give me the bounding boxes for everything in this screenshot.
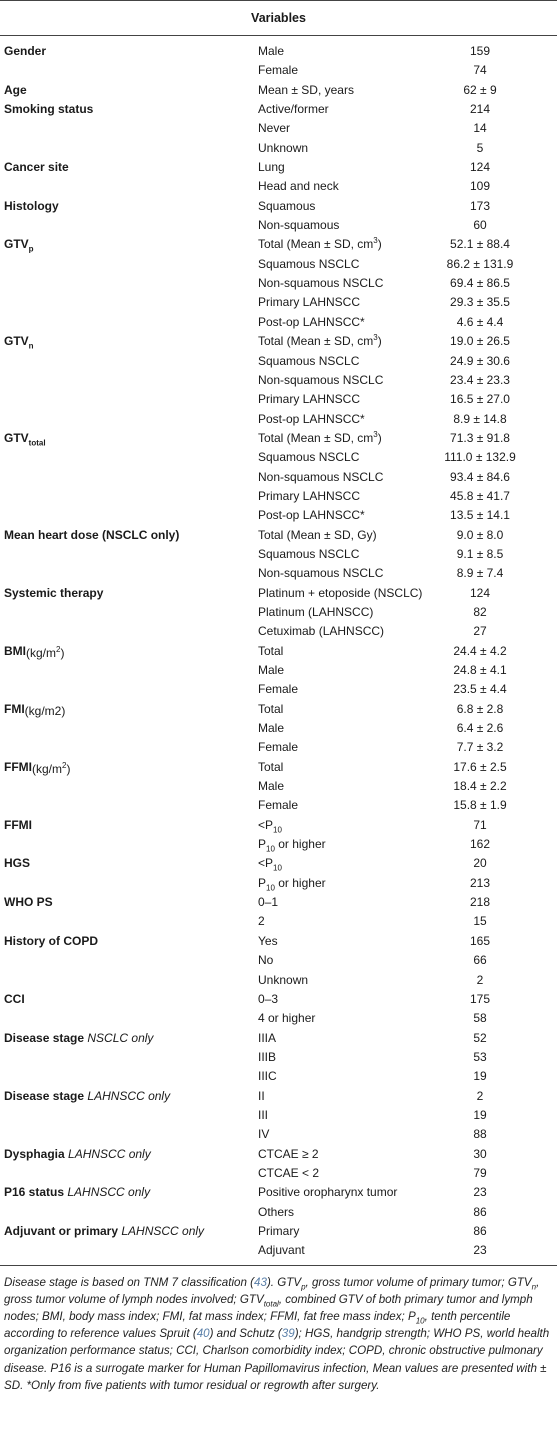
- variable-cell: Dysphagia LAHNSCC only: [4, 1146, 151, 1161]
- table-row: [0, 603, 557, 622]
- value-cell: 159: [469, 44, 491, 58]
- value-cell: 218: [469, 895, 491, 910]
- category-cell: Male: [258, 44, 285, 58]
- table-row: [0, 1241, 557, 1260]
- value-cell: 71.3 ± 91.8: [450, 430, 510, 445]
- table-row: [0, 177, 557, 196]
- category-cell: Non-squamous NSCLC: [258, 469, 384, 484]
- value-cell: 20: [473, 856, 487, 871]
- table-row: [0, 1106, 557, 1125]
- value-cell: 17.6 ± 2.5: [453, 759, 507, 774]
- category-cell: $<P_{10}$: [258, 817, 282, 835]
- variable-cell: P16 status LAHNSCC only: [4, 1185, 151, 1200]
- value-cell: 24.8 ± 4.1: [453, 663, 507, 677]
- value-cell: 15: [473, 914, 487, 929]
- value-cell: 58: [473, 1011, 487, 1026]
- table-row: [0, 622, 557, 641]
- table-body: [0, 36, 557, 1261]
- value-cell: 79: [473, 1165, 487, 1180]
- variable-cell: Disease stage LAHNSCC only: [4, 1088, 171, 1103]
- value-cell: 23.5 ± 4.4: [453, 682, 507, 697]
- variable-cell: Disease stage NSCLC only: [4, 1030, 154, 1045]
- table-row: [0, 1125, 557, 1144]
- category-cell: Male: [258, 779, 285, 794]
- table-row: [0, 1203, 557, 1222]
- table-row: [0, 545, 557, 564]
- table-row: [0, 971, 557, 990]
- value-cell: 165: [469, 933, 491, 948]
- category-cell: Post-op LAHNSCC*: [258, 411, 365, 426]
- category-cell: II: [258, 1088, 265, 1103]
- value-cell: 111.0 ± 132.9: [444, 450, 516, 465]
- value-cell: 74: [473, 63, 487, 78]
- table-row: [0, 448, 557, 467]
- table-row: [0, 951, 557, 970]
- category-cell: Squamous NSCLC: [258, 353, 360, 368]
- table-row: [0, 390, 557, 409]
- table-row: [0, 1145, 557, 1164]
- table-row: [0, 506, 557, 525]
- category-cell: Active/former: [258, 102, 329, 117]
- table-row: [0, 352, 557, 371]
- category-cell: Primary LAHNSCC: [258, 295, 361, 310]
- value-cell: 214: [469, 102, 491, 117]
- value-cell: 53: [473, 1049, 487, 1064]
- variable-cell: Mean heart dose (NSCLC only): [4, 527, 180, 542]
- table-row: [0, 1029, 557, 1048]
- value-cell: 2: [476, 1088, 484, 1103]
- table-row: [0, 990, 557, 1009]
- table-row: [0, 777, 557, 796]
- variable-cell: History of COPD: [4, 933, 99, 948]
- category-cell: Unknown: [258, 140, 309, 155]
- variable-cell: $GTV_p$: [4, 237, 34, 254]
- variable-cell: FFMI $(kg/m^2)$: [4, 759, 71, 776]
- table-footnote: Disease stage is based on TNM 7 classification (43). $GTV_p$, gross tumor volume of primary tumor; $GTV_n$, gross tumor volume of lymph nodes involved; $GTV_{total}$, combined GTV of both primary tumor and lymph nodes; BMI, body mass index; FMI, fat mass index; FFMI, fat free mass index; $P_{10}$, tenth percentile according to reference values Spruit (40) and Schutz (39); HGS, handgrip strength; WHO PS, world health organization performance status; CCI, Charlson comorbidity index; COPD, chronic obstructive pulmonary disease. P16 is a surrogate marker for Human Papillomavirus infection, Mean values are presented with ± SD. *Only from five patients with tumor residual or regrowth after surgery.: [4, 1275, 550, 1392]
- category-cell: Squamous NSCLC: [258, 256, 360, 271]
- table-row: [0, 1009, 557, 1028]
- value-cell: 93.4 ± 84.6: [450, 469, 510, 484]
- category-cell: $P_{10}$ or higher: [258, 837, 326, 854]
- value-cell: 30: [473, 1146, 487, 1161]
- table-row: [0, 468, 557, 487]
- variable-cell: FMI (kg/m2): [4, 701, 66, 718]
- table-row: [0, 1222, 557, 1241]
- category-cell: 0–3: [258, 991, 279, 1006]
- category-cell: Total (Mean ± SD, $cm^3$): [258, 236, 382, 252]
- variable-cell: Histology: [4, 198, 59, 213]
- category-cell: Post-op LAHNSCC*: [258, 508, 365, 523]
- category-cell: Male: [258, 663, 285, 677]
- category-cell: Male: [258, 721, 285, 736]
- value-cell: 213: [469, 875, 491, 890]
- value-cell: 62 ± 9: [463, 82, 497, 97]
- category-cell: Head and neck: [258, 179, 339, 194]
- value-cell: 4.6 ± 4.4: [456, 314, 504, 329]
- value-cell: 16.5 ± 27.0: [450, 392, 510, 407]
- category-cell: 4 or higher: [258, 1011, 316, 1026]
- category-cell: Non-squamous: [258, 218, 340, 233]
- category-cell: Non-squamous NSCLC: [258, 372, 384, 387]
- category-cell: Positive oropharynx tumor: [258, 1185, 398, 1200]
- category-cell: Primary LAHNSCC: [258, 392, 361, 407]
- table-row: [0, 235, 557, 254]
- table-row: [0, 816, 557, 835]
- category-cell: Others: [258, 1204, 295, 1219]
- category-cell: No: [258, 953, 274, 968]
- variable-cell: Systemic therapy: [4, 585, 104, 600]
- category-cell: Squamous NSCLC: [258, 450, 360, 465]
- value-cell: 124: [469, 585, 491, 600]
- category-cell: Post-op LAHNSCC*: [258, 314, 365, 329]
- table-row: [0, 313, 557, 332]
- value-cell: 162: [469, 837, 491, 852]
- table-row: [0, 1164, 557, 1183]
- value-cell: 66: [473, 953, 487, 968]
- table-row: [0, 429, 557, 448]
- category-cell: Total (Mean ± SD, $cm^3$): [258, 429, 382, 445]
- value-cell: 9.1 ± 8.5: [456, 546, 504, 561]
- category-cell: Female: [258, 740, 299, 755]
- category-cell: Platinum + etoposide (NSCLC): [258, 585, 423, 600]
- category-cell: IIIA: [258, 1030, 277, 1045]
- category-cell: Total: [258, 643, 284, 658]
- table-row: [0, 1183, 557, 1202]
- category-cell: IIIB: [258, 1049, 277, 1064]
- value-cell: 86: [473, 1204, 487, 1219]
- category-cell: Primary LAHNSCC: [258, 488, 361, 503]
- category-cell: CTCAE < 2: [258, 1165, 320, 1180]
- category-cell: Female: [258, 682, 299, 697]
- table-row: [0, 526, 557, 545]
- value-cell: 8.9 ± 7.4: [456, 566, 504, 581]
- category-cell: 2: [258, 914, 265, 929]
- table-row: [0, 100, 557, 119]
- value-cell: 6.8 ± 2.8: [456, 701, 504, 716]
- table-row: [0, 835, 557, 854]
- value-cell: 9.0 ± 8.0: [456, 527, 504, 542]
- table-row: [0, 738, 557, 757]
- value-cell: 7.7 ± 3.2: [456, 740, 504, 755]
- category-cell: Non-squamous NSCLC: [258, 276, 384, 291]
- table-row: [0, 584, 557, 603]
- value-cell: 173: [469, 198, 491, 213]
- value-cell: 175: [469, 991, 491, 1006]
- variable-cell: WHO PS: [4, 895, 53, 910]
- category-cell: $<P_{10}$: [258, 856, 282, 873]
- value-cell: 24.4 ± 4.2: [453, 643, 507, 658]
- variable-cell: FFMI: [4, 817, 32, 832]
- table-row: [0, 42, 557, 61]
- value-cell: 18.4 ± 2.2: [453, 779, 507, 794]
- table-row: [0, 293, 557, 312]
- value-cell: 82: [473, 604, 487, 619]
- category-cell: III: [258, 1107, 269, 1122]
- value-cell: 109: [469, 179, 491, 194]
- table-header: Variables: [0, 0, 557, 36]
- variable-cell: Smoking status: [4, 102, 94, 117]
- category-cell: CTCAE ≥ 2: [258, 1146, 319, 1161]
- value-cell: 14: [473, 121, 487, 136]
- value-cell: 27: [473, 624, 487, 639]
- variable-cell: Gender: [4, 44, 47, 58]
- value-cell: 86: [473, 1223, 487, 1238]
- category-cell: Adjuvant: [258, 1243, 305, 1258]
- value-cell: 52: [473, 1030, 487, 1045]
- table-row: [0, 216, 557, 235]
- table-row: [0, 700, 557, 719]
- category-cell: Squamous NSCLC: [258, 546, 360, 561]
- table-row: [0, 874, 557, 893]
- category-cell: Total: [258, 759, 284, 774]
- table-row: [0, 680, 557, 699]
- table-row: [0, 642, 557, 661]
- value-cell: 88: [473, 1127, 487, 1142]
- category-cell: 0–1: [258, 895, 279, 910]
- table-row: [0, 332, 557, 351]
- category-cell: Mean ± SD, years: [258, 82, 354, 97]
- table-row: [0, 119, 557, 138]
- value-cell: 69.4 ± 86.5: [450, 276, 510, 291]
- value-cell: 124: [469, 160, 491, 175]
- value-cell: 52.1 ± 88.4: [450, 237, 510, 252]
- value-cell: 71: [473, 817, 487, 832]
- value-cell: 8.9 ± 14.8: [453, 411, 507, 426]
- category-cell: Yes: [258, 933, 278, 948]
- table-row: [0, 564, 557, 583]
- table-row: [0, 61, 557, 80]
- value-cell: 19: [473, 1069, 487, 1084]
- table-row: [0, 487, 557, 506]
- category-cell: IV: [258, 1127, 270, 1142]
- variable-cell: CCI: [4, 991, 25, 1006]
- value-cell: 60: [473, 218, 487, 233]
- variable-cell: Adjuvant or primary LAHNSCC only: [4, 1223, 205, 1238]
- table-row: [0, 932, 557, 951]
- category-cell: Primary: [258, 1223, 300, 1238]
- table-row: [0, 796, 557, 815]
- table-row: [0, 81, 557, 100]
- variable-cell: $GTV_n$: [4, 334, 34, 351]
- category-cell: Lung: [258, 160, 285, 175]
- value-cell: 23: [473, 1243, 487, 1258]
- table-row: [0, 661, 557, 680]
- value-cell: 19: [473, 1107, 487, 1122]
- table-row: [0, 139, 557, 158]
- variable-cell: Age: [4, 82, 27, 97]
- category-cell: Platinum (LAHNSCC): [258, 604, 374, 619]
- category-cell: Female: [258, 63, 299, 78]
- table-row: [0, 1048, 557, 1067]
- variable-cell: Cancer site: [4, 160, 69, 175]
- variable-cell: BMI $(kg/m^2)$: [4, 643, 65, 660]
- category-cell: Non-squamous NSCLC: [258, 566, 384, 581]
- value-cell: 19.0 ± 26.5: [450, 334, 510, 349]
- category-cell: Total: [258, 701, 284, 716]
- table-row: [0, 1067, 557, 1086]
- value-cell: 24.9 ± 30.6: [450, 353, 510, 368]
- table-row: [0, 893, 557, 912]
- value-cell: 2: [476, 972, 484, 987]
- table-row: [0, 854, 557, 873]
- variable-cell: $GTV_{total}$: [4, 430, 46, 448]
- table-row: [0, 274, 557, 293]
- category-cell: Unknown: [258, 972, 309, 987]
- category-cell: Female: [258, 798, 299, 813]
- table-row: [0, 410, 557, 429]
- value-cell: 86.2 ± 131.9: [446, 256, 514, 271]
- value-cell: 45.8 ± 41.7: [450, 488, 510, 503]
- value-cell: 15.8 ± 1.9: [453, 798, 507, 813]
- value-cell: 5: [476, 140, 484, 155]
- table-row: [0, 758, 557, 777]
- table-row: [0, 255, 557, 274]
- value-cell: 6.4 ± 2.6: [456, 721, 504, 736]
- category-cell: $P_{10}$ or higher: [258, 875, 326, 893]
- category-cell: Total (Mean ± SD, $cm^3$): [258, 333, 382, 349]
- table-row: [0, 197, 557, 216]
- category-cell: Squamous: [258, 198, 316, 213]
- value-cell: 13.5 ± 14.1: [450, 508, 510, 523]
- value-cell: 23: [473, 1185, 487, 1200]
- category-cell: Cetuximab (LAHNSCC): [258, 624, 385, 639]
- category-cell: IIIC: [258, 1069, 277, 1084]
- category-cell: Total (Mean ± SD, Gy): [258, 527, 377, 542]
- table-row: [0, 158, 557, 177]
- table-row: [0, 719, 557, 738]
- table-row: [0, 371, 557, 390]
- table-row: [0, 1087, 557, 1106]
- value-cell: 29.3 ± 35.5: [450, 295, 510, 310]
- category-cell: Never: [258, 121, 291, 136]
- value-cell: 23.4 ± 23.3: [450, 372, 510, 387]
- variable-cell: HGS: [4, 856, 31, 871]
- table-row: [0, 912, 557, 931]
